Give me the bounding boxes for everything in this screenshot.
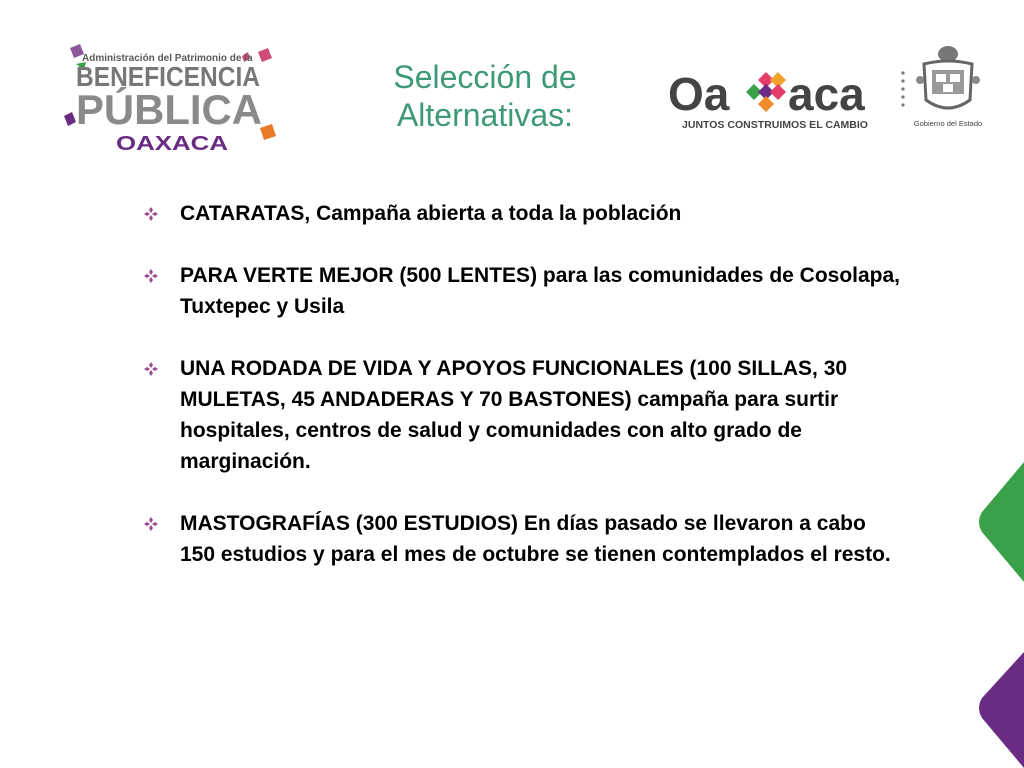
oaxaca-slogan: JUNTOS CONSTRUIMOS EL CAMBIO [682, 120, 869, 131]
diamond-bullet-icon [144, 207, 158, 221]
gobierno-del-estado-logo [910, 40, 986, 130]
title-line1: Selección de [393, 59, 577, 95]
title-line2: Alternativas: [396, 97, 574, 133]
divider-dots [900, 70, 906, 112]
list-item [140, 353, 900, 477]
svg-text:aca: aca [788, 68, 865, 120]
purple-edge-decoration [976, 652, 1024, 768]
list-item [140, 260, 900, 322]
page-title [360, 58, 610, 134]
green-edge-decoration [976, 462, 1024, 582]
diamond-bullet-icon [144, 269, 158, 283]
logo-line3: PÚBLICA [76, 86, 263, 133]
list-item-text: CATARATAS, Campaña abierta a toda la población [180, 202, 682, 225]
logo-line4: OAXACA [116, 133, 228, 152]
list-item-text: UNA RODADA DE VIDA Y APOYOS FUNCIONALES (100 SILLAS, 30 MULETAS, 45 ANDADERAS Y 70 BASTONES) campaña para surtir hospitales, centros de salud y comunidades con alto grado de marginación. [180, 357, 848, 473]
diamond-bullet-icon [144, 517, 158, 531]
oaxaca-x-mark-icon [746, 72, 786, 112]
list-item-text: MASTOGRAFÍAS (300 ESTUDIOS) En días pasado se llevaron a cabo 150 estudios y para el mes de octubre se tienen contemplados el resto. [180, 512, 891, 566]
oaxaca-logo [668, 58, 884, 132]
alternatives-list [140, 198, 900, 601]
gobierno-label: Gobierno del Estado [913, 119, 983, 128]
list-item-text: PARA VERTE MEJOR (500 LENTES) para las comunidades de Cosolapa, Tuxtepec y Usila [180, 264, 901, 318]
logo-line1: Administración del Patrimonio de la [82, 53, 253, 64]
oaxaca-name: Oa [668, 68, 730, 120]
logo-line2: BENEFICENCIA [76, 61, 260, 92]
coat-of-arms-icon [916, 46, 980, 108]
list-item [140, 508, 900, 570]
list-item [140, 198, 900, 229]
diamond-bullet-icon [144, 362, 158, 376]
beneficencia-publica-logo [62, 44, 276, 152]
